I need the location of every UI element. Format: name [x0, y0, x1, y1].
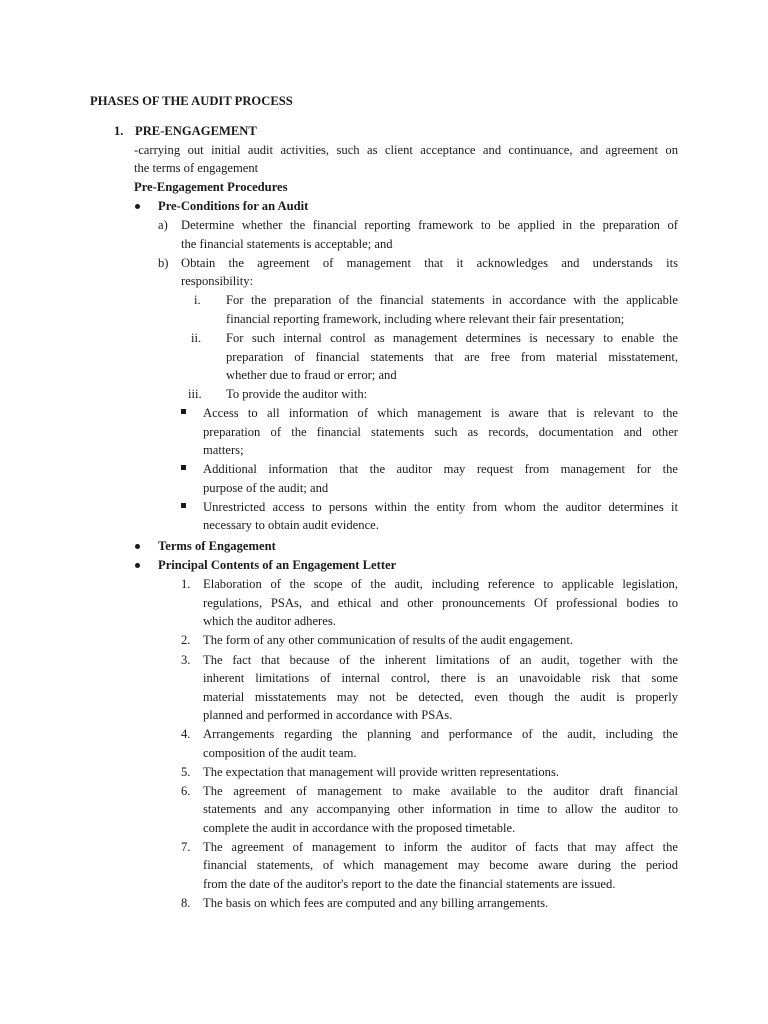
precondition-b-line: responsibility:	[181, 274, 254, 288]
provision-line: Additional information that the auditor may request from management for the	[203, 462, 678, 476]
item-marker: 5.	[181, 765, 191, 779]
letter-item-line: from the date of the auditor's report to the date the financial statements are issued.	[203, 877, 616, 891]
provision-line: purpose of the audit; and	[203, 481, 329, 495]
precondition-a-line: the financial statements is acceptable; and	[181, 237, 393, 251]
bullet-dot	[135, 563, 140, 568]
letter-item-line: Arrangements regarding the planning and performance of the audit, including the	[203, 727, 678, 741]
provision-line: necessary to obtain audit evidence.	[203, 518, 379, 532]
letter-item-line: regulations, PSAs, and ethical and other pronouncements Of professional bodies to	[203, 596, 678, 610]
provision-line: preparation of the financial statements such as records, documentation and other	[203, 425, 678, 439]
letter-item-line: composition of the audit team.	[203, 746, 357, 760]
section-number: 1.	[114, 124, 124, 138]
item-marker: 8.	[181, 896, 191, 910]
item-marker: 4.	[181, 727, 191, 741]
roman-marker-ii: ii.	[191, 331, 202, 345]
letter-item-line: The agreement of management to make available to the auditor draft financial	[203, 784, 678, 798]
provision-line: matters;	[203, 443, 244, 457]
letter-item-line: planned and performed in accordance with PSAs.	[203, 708, 453, 722]
item-marker: 6.	[181, 784, 191, 798]
letter-item-line: inherent limitations of internal control, there is an unavoidable risk that some	[203, 671, 678, 685]
letter-item-line: The basis on which fees are computed and any billing arrangements.	[203, 896, 549, 910]
letter-heading: Principal Contents of an Engagement Letter	[158, 558, 397, 572]
item-marker: 2.	[181, 633, 191, 647]
letter-item-line: material misstatements may not be detected, even though the audit is properly	[203, 690, 678, 704]
letter-item-line: The expectation that management will provide written representations.	[203, 765, 560, 779]
letter-item-line: The form of any other communication of results of the audit engagement.	[203, 633, 574, 647]
letter-item-line: complete the audit in accordance with the proposed timetable.	[203, 821, 516, 835]
item-marker: 3.	[181, 653, 191, 667]
provision-line: Unrestricted access to persons within the entity from whom the auditor determines it	[203, 500, 678, 514]
section-intro-line: the terms of engagement	[134, 161, 259, 175]
bullet-dot	[135, 204, 140, 209]
roman-i-line: For the preparation of the financial statements in accordance with the applicable	[226, 293, 678, 307]
letter-item-line: Elaboration of the scope of the audit, including reference to applicable legislation,	[203, 577, 678, 591]
item-marker: 1.	[181, 577, 191, 591]
section-heading: PRE-ENGAGEMENT	[135, 124, 257, 138]
roman-i-line: financial reporting framework, including where relevant their fair presentation;	[226, 312, 625, 326]
precondition-b-line: Obtain the agreement of management that it acknowledges and understands its	[181, 256, 678, 270]
square-bullet	[181, 465, 186, 470]
document-title: PHASES OF THE AUDIT PROCESS	[90, 94, 293, 108]
preconditions-heading: Pre-Conditions for an Audit	[158, 199, 309, 213]
roman-ii-line: whether due to fraud or error; and	[226, 368, 397, 382]
provision-line: Access to all information of which management is aware that is relevant to the	[203, 406, 678, 420]
square-bullet	[181, 503, 186, 508]
roman-ii-line: preparation of financial statements that are free from material misstatement,	[226, 350, 678, 364]
bullet-dot	[135, 544, 140, 549]
letter-item-line: statements and any accompanying other information in time to allow the auditor to	[203, 802, 678, 816]
roman-marker-iii: iii.	[188, 387, 202, 401]
letter-item-line: The agreement of management to inform the auditor of facts that may affect the	[203, 840, 678, 854]
letter-item-line: financial statements, of which management may become aware during the period	[203, 858, 678, 872]
letter-item-line: which the auditor adheres.	[203, 614, 336, 628]
section-intro-line: -carrying out initial audit activities, such as client acceptance and continuance, and agreement on	[134, 143, 678, 157]
list-marker-b: b)	[158, 256, 169, 270]
procedures-heading: Pre-Engagement Procedures	[134, 180, 288, 194]
terms-heading: Terms of Engagement	[158, 539, 276, 553]
item-marker: 7.	[181, 840, 191, 854]
precondition-a-line: Determine whether the financial reporting framework to be applied in the preparation of	[181, 218, 678, 232]
roman-ii-line: For such internal control as management determines is necessary to enable the	[226, 331, 678, 345]
letter-item-line: The fact that because of the inherent limitations of an audit, together with the	[203, 653, 678, 667]
roman-iii-line: To provide the auditor with:	[226, 387, 368, 401]
square-bullet	[181, 409, 186, 414]
list-marker-a: a)	[158, 218, 168, 232]
roman-marker-i: i.	[194, 293, 201, 307]
